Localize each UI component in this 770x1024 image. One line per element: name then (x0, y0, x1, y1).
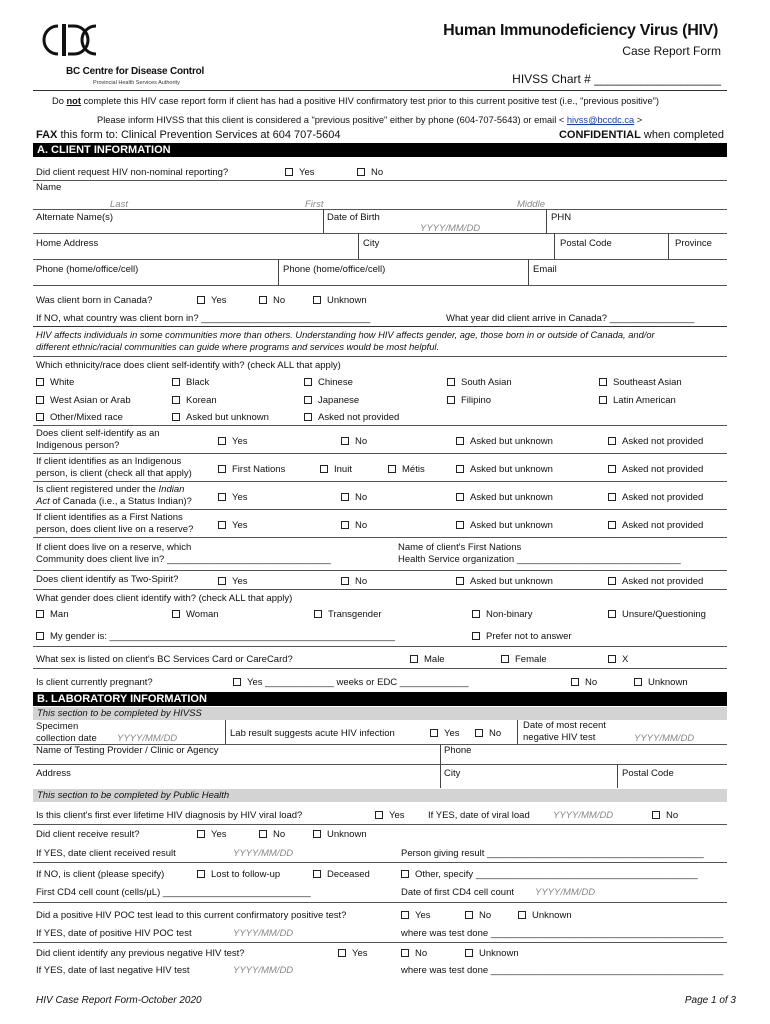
person-giving-field[interactable]: Person giving result _________________________________________ (401, 848, 704, 859)
checkbox[interactable] (197, 830, 205, 838)
checkbox[interactable] (313, 296, 321, 304)
checkbox[interactable] (172, 413, 180, 421)
gender-prefer-not[interactable]: Prefer not to answer (472, 631, 572, 642)
community-field[interactable]: If client does live on a reserve, which Community does client live in? _______________________________ (36, 542, 331, 565)
first-name-hint[interactable]: First (305, 199, 324, 210)
indigenous-first-nations[interactable]: First Nations (218, 464, 285, 475)
divider (33, 509, 727, 510)
prev-negative-unknown[interactable]: Unknown (465, 948, 519, 959)
two-spirit-asked-unknown[interactable]: Asked but unknown (456, 576, 553, 587)
checkbox[interactable] (375, 811, 383, 819)
gender-transgender[interactable]: Transgender (314, 609, 382, 620)
poc-date-label: If YES, date of positive HIV POC test (36, 928, 192, 939)
gender-man[interactable]: Man (36, 609, 68, 620)
checkbox[interactable] (357, 168, 365, 176)
hivss-note: This section to be completed by HIVSS (33, 707, 727, 720)
prev-negative-date-hint[interactable]: YYYY/MM/DD (233, 965, 294, 976)
checkbox[interactable] (233, 678, 241, 686)
checkbox[interactable] (608, 577, 616, 585)
indigenous-no[interactable]: No (341, 436, 367, 447)
deceased[interactable]: Deceased (313, 869, 370, 880)
public-health-note: This section to be completed by Public Health (33, 789, 727, 802)
province-label: Province (675, 238, 712, 249)
sex-question: What sex is listed on client's BC Services Card or CareCard? (36, 654, 293, 665)
divider (33, 646, 727, 647)
checkbox[interactable] (608, 437, 616, 445)
viral-load-date-hint[interactable]: YYYY/MM/DD (553, 810, 614, 821)
checkbox[interactable] (36, 610, 44, 618)
divider (358, 233, 359, 259)
section-b-header: B. LABORATORY INFORMATION (33, 692, 727, 706)
status-asked-not-provided[interactable]: Asked not provided (608, 492, 703, 503)
divider (225, 720, 226, 744)
divider (33, 862, 727, 863)
divider (33, 233, 727, 234)
divider (440, 744, 441, 764)
divider (33, 356, 727, 357)
checkbox[interactable] (456, 437, 464, 445)
postal-code-label: Postal Code (560, 238, 612, 249)
checkbox[interactable] (501, 655, 509, 663)
nonnominal-no[interactable]: No (357, 167, 383, 178)
confidential-line: CONFIDENTIAL when completed (558, 129, 724, 141)
ethnicity-west-asian[interactable]: West Asian or Arab (36, 395, 131, 406)
checkbox[interactable] (341, 493, 349, 501)
gender-non-binary[interactable]: Non-binary (472, 609, 532, 620)
born-canada-no[interactable]: No (259, 295, 285, 306)
divider (440, 764, 441, 788)
ethnicity-korean[interactable]: Korean (172, 395, 217, 406)
middle-name-hint[interactable]: Middle (517, 199, 545, 210)
result-date-label: If YES, date client received result (36, 848, 176, 859)
reserve-yes[interactable]: Yes (218, 520, 248, 531)
divider (517, 720, 518, 744)
ethnicity-latin-american[interactable]: Latin American (599, 395, 676, 406)
checkbox[interactable] (36, 413, 44, 421)
hivss-email-link[interactable]: hivss@bccdc.ca (566, 115, 635, 125)
checkbox[interactable] (634, 678, 642, 686)
checkbox[interactable] (465, 911, 473, 919)
checkbox[interactable] (341, 521, 349, 529)
divider (323, 209, 324, 233)
checkbox[interactable] (172, 378, 180, 386)
acute-yes[interactable]: Yes (430, 728, 460, 739)
pregnant-question: Is client currently pregnant? (36, 677, 153, 688)
poc-yes[interactable]: Yes (401, 910, 431, 921)
poc-no[interactable]: No (465, 910, 491, 921)
provider-label: Name of Testing Provider / Clinic or Agency (36, 745, 219, 756)
alternate-names-label: Alternate Name(s) (36, 212, 114, 223)
recent-negative-hint[interactable]: YYYY/MM/DD (634, 733, 695, 744)
ethnicity-japanese[interactable]: Japanese (304, 395, 359, 406)
divider (546, 209, 547, 233)
footer-page-number: Page 1 of 3 (684, 995, 736, 1006)
ethnicity-southeast-asian[interactable]: Southeast Asian (599, 377, 682, 388)
ethnicity-question: Which ethnicity/race does client self-identify with? (check ALL that apply) (36, 360, 341, 371)
checkbox[interactable] (338, 949, 346, 957)
nonnominal-question: Did client request HIV non-nominal reporting? (36, 167, 229, 178)
birth-country-field[interactable]: If NO, what country was client born in? ________________________________ (36, 313, 371, 324)
sex-male[interactable]: Male (410, 654, 445, 665)
prev-negative-no[interactable]: No (401, 948, 427, 959)
prev-negative-where-field[interactable]: where was test done ____________________________________________ (401, 965, 724, 976)
divider (554, 233, 555, 259)
arrival-year-field[interactable]: What year did client arrive in Canada? ________________ (446, 313, 695, 324)
ethnicity-asked-not-provided[interactable]: Asked not provided (304, 412, 399, 423)
born-canada-question: Was client born in Canada? (36, 295, 153, 306)
checkbox[interactable] (313, 870, 321, 878)
phone1-label: Phone (home/office/cell) (36, 264, 139, 275)
dob-label: Date of Birth (327, 212, 380, 223)
checkbox[interactable] (259, 296, 267, 304)
viral-load-date-label: If YES, date of viral load (428, 810, 530, 821)
checkbox[interactable] (36, 396, 44, 404)
acute-hiv-question: Lab result suggests acute HIV infection (230, 728, 395, 739)
divider (33, 537, 727, 538)
poc-where-field[interactable]: where was test done ____________________________________________ (401, 928, 724, 939)
name-label: Name (36, 182, 62, 193)
footer-form-name: HIV Case Report Form-October 2020 (36, 995, 202, 1006)
checkbox[interactable] (388, 465, 396, 473)
checkbox[interactable] (285, 168, 293, 176)
dob-hint[interactable]: YYYY/MM/DD (420, 223, 481, 234)
indigenous-type-asked-unknown[interactable]: Asked but unknown (456, 464, 553, 475)
provider-address-label: Address (36, 768, 71, 779)
cd4-date-hint[interactable]: YYYY/MM/DD (535, 887, 596, 898)
cd4-date-label: Date of first CD4 cell count (401, 887, 514, 898)
result-yes[interactable]: Yes (197, 829, 227, 840)
ethnicity-black[interactable]: Black (172, 377, 209, 388)
reserve-question: If client identifies as a First Nations person, does client live on a reserve? (36, 512, 194, 535)
checkbox[interactable] (313, 830, 321, 838)
if-no-label: If NO, is client (please specify) (36, 869, 165, 880)
divider (33, 259, 727, 260)
checkbox[interactable] (456, 521, 464, 529)
prev-negative-date-label: If YES, date of last negative HIV test (36, 965, 190, 976)
reserve-asked-unknown[interactable]: Asked but unknown (456, 520, 553, 531)
specimen-label: Specimen collection date (36, 721, 97, 744)
indigenous-type-question: If client identifies as an Indigenous person, is client (check all that apply) (36, 456, 192, 479)
checkbox[interactable] (475, 729, 483, 737)
bccdc-logo (38, 22, 102, 61)
checkbox[interactable] (218, 521, 226, 529)
checkbox[interactable] (172, 610, 180, 618)
checkbox[interactable] (304, 396, 312, 404)
logo-sub-name: Provincial Health Services Authority (93, 80, 180, 86)
divider (668, 233, 669, 259)
last-name-hint[interactable]: Last (110, 199, 128, 210)
notice-line-1: Do not complete this HIV case report form if client has had a positive HIV confirmatory test prior to this current positive test (i.e., "previous positive") (52, 96, 660, 106)
two-spirit-no[interactable]: No (341, 576, 367, 587)
sex-female[interactable]: Female (501, 654, 547, 665)
form-subtitle: Case Report Form (622, 44, 721, 58)
reserve-asked-not-provided[interactable]: Asked not provided (608, 520, 703, 531)
divider (33, 209, 727, 210)
form-title: Human Immunodeficiency Virus (HIV) (443, 22, 718, 39)
section-a-header: A. CLIENT INFORMATION (33, 143, 727, 157)
cd4-count-field[interactable]: First CD4 cell count (cells/μL) ____________________________ (36, 887, 311, 898)
checkbox[interactable] (571, 678, 579, 686)
poc-date-hint[interactable]: YYYY/MM/DD (233, 928, 294, 939)
viral-load-no[interactable]: No (652, 810, 678, 821)
gender-unsure[interactable]: Unsure/Questioning (608, 609, 706, 620)
divider (33, 285, 727, 286)
gender-woman[interactable]: Woman (172, 609, 219, 620)
divider (33, 764, 727, 765)
email-label: Email (533, 264, 557, 275)
divider (33, 942, 727, 943)
result-no[interactable]: No (259, 829, 285, 840)
checkbox[interactable] (341, 577, 349, 585)
divider (617, 764, 618, 788)
checkbox[interactable] (197, 296, 205, 304)
status-yes[interactable]: Yes (218, 492, 248, 503)
result-unknown[interactable]: Unknown (313, 829, 367, 840)
result-question: Did client receive result? (36, 829, 140, 840)
checkbox[interactable] (320, 465, 328, 473)
divider (33, 425, 727, 426)
chart-number[interactable]: HIVSS Chart # ___________________ (512, 72, 721, 86)
sex-x[interactable]: X (608, 654, 628, 665)
pregnant-no[interactable]: No (571, 677, 597, 688)
divider (528, 259, 529, 285)
checkbox[interactable] (608, 610, 616, 618)
health-org-field[interactable]: Name of client's First Nations Health Service organization _______________________________ (398, 542, 681, 565)
checkbox[interactable] (465, 949, 473, 957)
checkbox[interactable] (456, 493, 464, 501)
checkbox[interactable] (36, 378, 44, 386)
divider (33, 902, 727, 903)
nonnominal-yes[interactable]: Yes (285, 167, 315, 178)
checkbox[interactable] (401, 870, 409, 878)
checkbox[interactable] (172, 396, 180, 404)
header-rule (33, 90, 727, 91)
status-asked-unknown[interactable]: Asked but unknown (456, 492, 553, 503)
checkbox[interactable] (314, 610, 322, 618)
checkbox[interactable] (608, 655, 616, 663)
provider-city-label: City (444, 768, 461, 779)
result-date-hint[interactable]: YYYY/MM/DD (233, 848, 294, 859)
indigenous-asked-unknown[interactable]: Asked but unknown (456, 436, 553, 447)
provider-postal-label: Postal Code (622, 768, 674, 779)
checkbox[interactable] (259, 830, 267, 838)
pregnant-yes-weeks-edc[interactable]: Yes _____________ weeks or EDC _____________ (233, 677, 469, 688)
indigenous-question: Does client self-identify as an Indigenous person? (36, 428, 160, 451)
checkbox[interactable] (197, 870, 205, 878)
divider (33, 668, 727, 669)
home-address-label: Home Address (36, 238, 99, 249)
two-spirit-asked-not-provided[interactable]: Asked not provided (608, 576, 703, 587)
checkbox[interactable] (218, 577, 226, 585)
checkbox[interactable] (456, 577, 464, 585)
born-canada-unknown[interactable]: Unknown (313, 295, 367, 306)
my-gender-field[interactable]: My gender is: ______________________________________________________ (36, 631, 395, 642)
recent-negative-label: Date of most recent negative HIV test (523, 720, 606, 743)
checkbox[interactable] (599, 396, 607, 404)
pregnant-unknown[interactable]: Unknown (634, 677, 688, 688)
city-label: City (363, 238, 380, 249)
born-canada-yes[interactable]: Yes (197, 295, 227, 306)
checkbox[interactable] (608, 493, 616, 501)
poc-unknown[interactable]: Unknown (518, 910, 572, 921)
checkbox[interactable] (401, 949, 409, 957)
provider-phone-label: Phone (444, 745, 472, 756)
checkbox[interactable] (341, 437, 349, 445)
gender-question: What gender does client identify with? (check ALL that apply) (36, 593, 293, 604)
ethnicity-white[interactable]: White (36, 377, 74, 388)
checkbox[interactable] (518, 911, 526, 919)
hiv-note-line-1: HIV affects individuals in some communities more than others. Understanding how HIV affects gender, age, those born in or outside of Canada, and/or (36, 330, 655, 340)
phone2-label: Phone (home/office/cell) (283, 264, 386, 275)
checkbox[interactable] (410, 655, 418, 663)
indigenous-asked-not-provided[interactable]: Asked not provided (608, 436, 703, 447)
checkbox[interactable] (652, 811, 660, 819)
ethnicity-chinese[interactable]: Chinese (304, 377, 353, 388)
indigenous-inuit[interactable]: Inuit (320, 464, 352, 475)
hiv-note-line-2: different ethnic/racial communities can guide where programs and services would be most helpful. (36, 342, 440, 352)
checkbox[interactable] (430, 729, 438, 737)
status-no[interactable]: No (341, 492, 367, 503)
notice-line-2: Please inform HIVSS that this client is considered a "previous positive" either by phone (604-707-5643) or email < hivss@bccdc.ca > (97, 115, 643, 125)
checkbox[interactable] (472, 610, 480, 618)
two-spirit-yes[interactable]: Yes (218, 576, 248, 587)
divider (278, 259, 279, 285)
phn-label: PHN (551, 212, 572, 223)
ethnicity-other-mixed[interactable]: Other/Mixed race (36, 412, 123, 423)
prev-negative-question: Did client identify any previous negative HIV test? (36, 948, 245, 959)
prev-negative-yes[interactable]: Yes (338, 948, 368, 959)
lost-follow-up[interactable]: Lost to follow-up (197, 869, 280, 880)
checkbox[interactable] (608, 465, 616, 473)
checkbox[interactable] (304, 413, 312, 421)
divider (33, 570, 727, 571)
ethnicity-south-asian[interactable]: South Asian (447, 377, 512, 388)
checkbox[interactable] (36, 632, 44, 640)
divider (33, 589, 727, 590)
checkbox[interactable] (304, 378, 312, 386)
checkbox[interactable] (218, 465, 226, 473)
poc-question: Did a positive HIV POC test lead to this current confirmatory positive test? (36, 910, 347, 921)
checkbox[interactable] (218, 493, 226, 501)
checkbox[interactable] (456, 465, 464, 473)
divider (33, 453, 727, 454)
checkbox[interactable] (218, 437, 226, 445)
checkbox[interactable] (472, 632, 480, 640)
viral-load-question: Is this client's first ever lifetime HIV diagnosis by HIV viral load? (36, 810, 303, 821)
divider (33, 326, 727, 327)
checkbox[interactable] (401, 911, 409, 919)
reserve-no[interactable]: No (341, 520, 367, 531)
fax-line: FAX this form to: Clinical Prevention Services at 604 707-5604 (36, 129, 341, 141)
divider (33, 824, 727, 825)
logo-org-name: BC Centre for Disease Control (66, 66, 205, 77)
other-specify[interactable]: Other, specify __________________________________________ (401, 869, 698, 880)
indigenous-metis[interactable]: Métis (388, 464, 425, 475)
checkbox[interactable] (608, 521, 616, 529)
two-spirit-question: Does client identify as Two-Spirit? (36, 574, 179, 585)
specimen-date-hint[interactable]: YYYY/MM/DD (117, 733, 178, 744)
checkbox[interactable] (447, 396, 455, 404)
indigenous-type-asked-not-provided[interactable]: Asked not provided (608, 464, 703, 475)
status-indian-question: Is client registered under the Indian Act of Canada (i.e., a Status Indian)? (36, 484, 192, 507)
ethnicity-asked-unknown[interactable]: Asked but unknown (172, 412, 269, 423)
indigenous-yes[interactable]: Yes (218, 436, 248, 447)
checkbox[interactable] (599, 378, 607, 386)
ethnicity-filipino[interactable]: Filipino (447, 395, 491, 406)
divider (33, 180, 727, 181)
viral-load-yes[interactable]: Yes (375, 810, 405, 821)
checkbox[interactable] (447, 378, 455, 386)
divider (33, 481, 727, 482)
acute-no[interactable]: No (475, 728, 501, 739)
